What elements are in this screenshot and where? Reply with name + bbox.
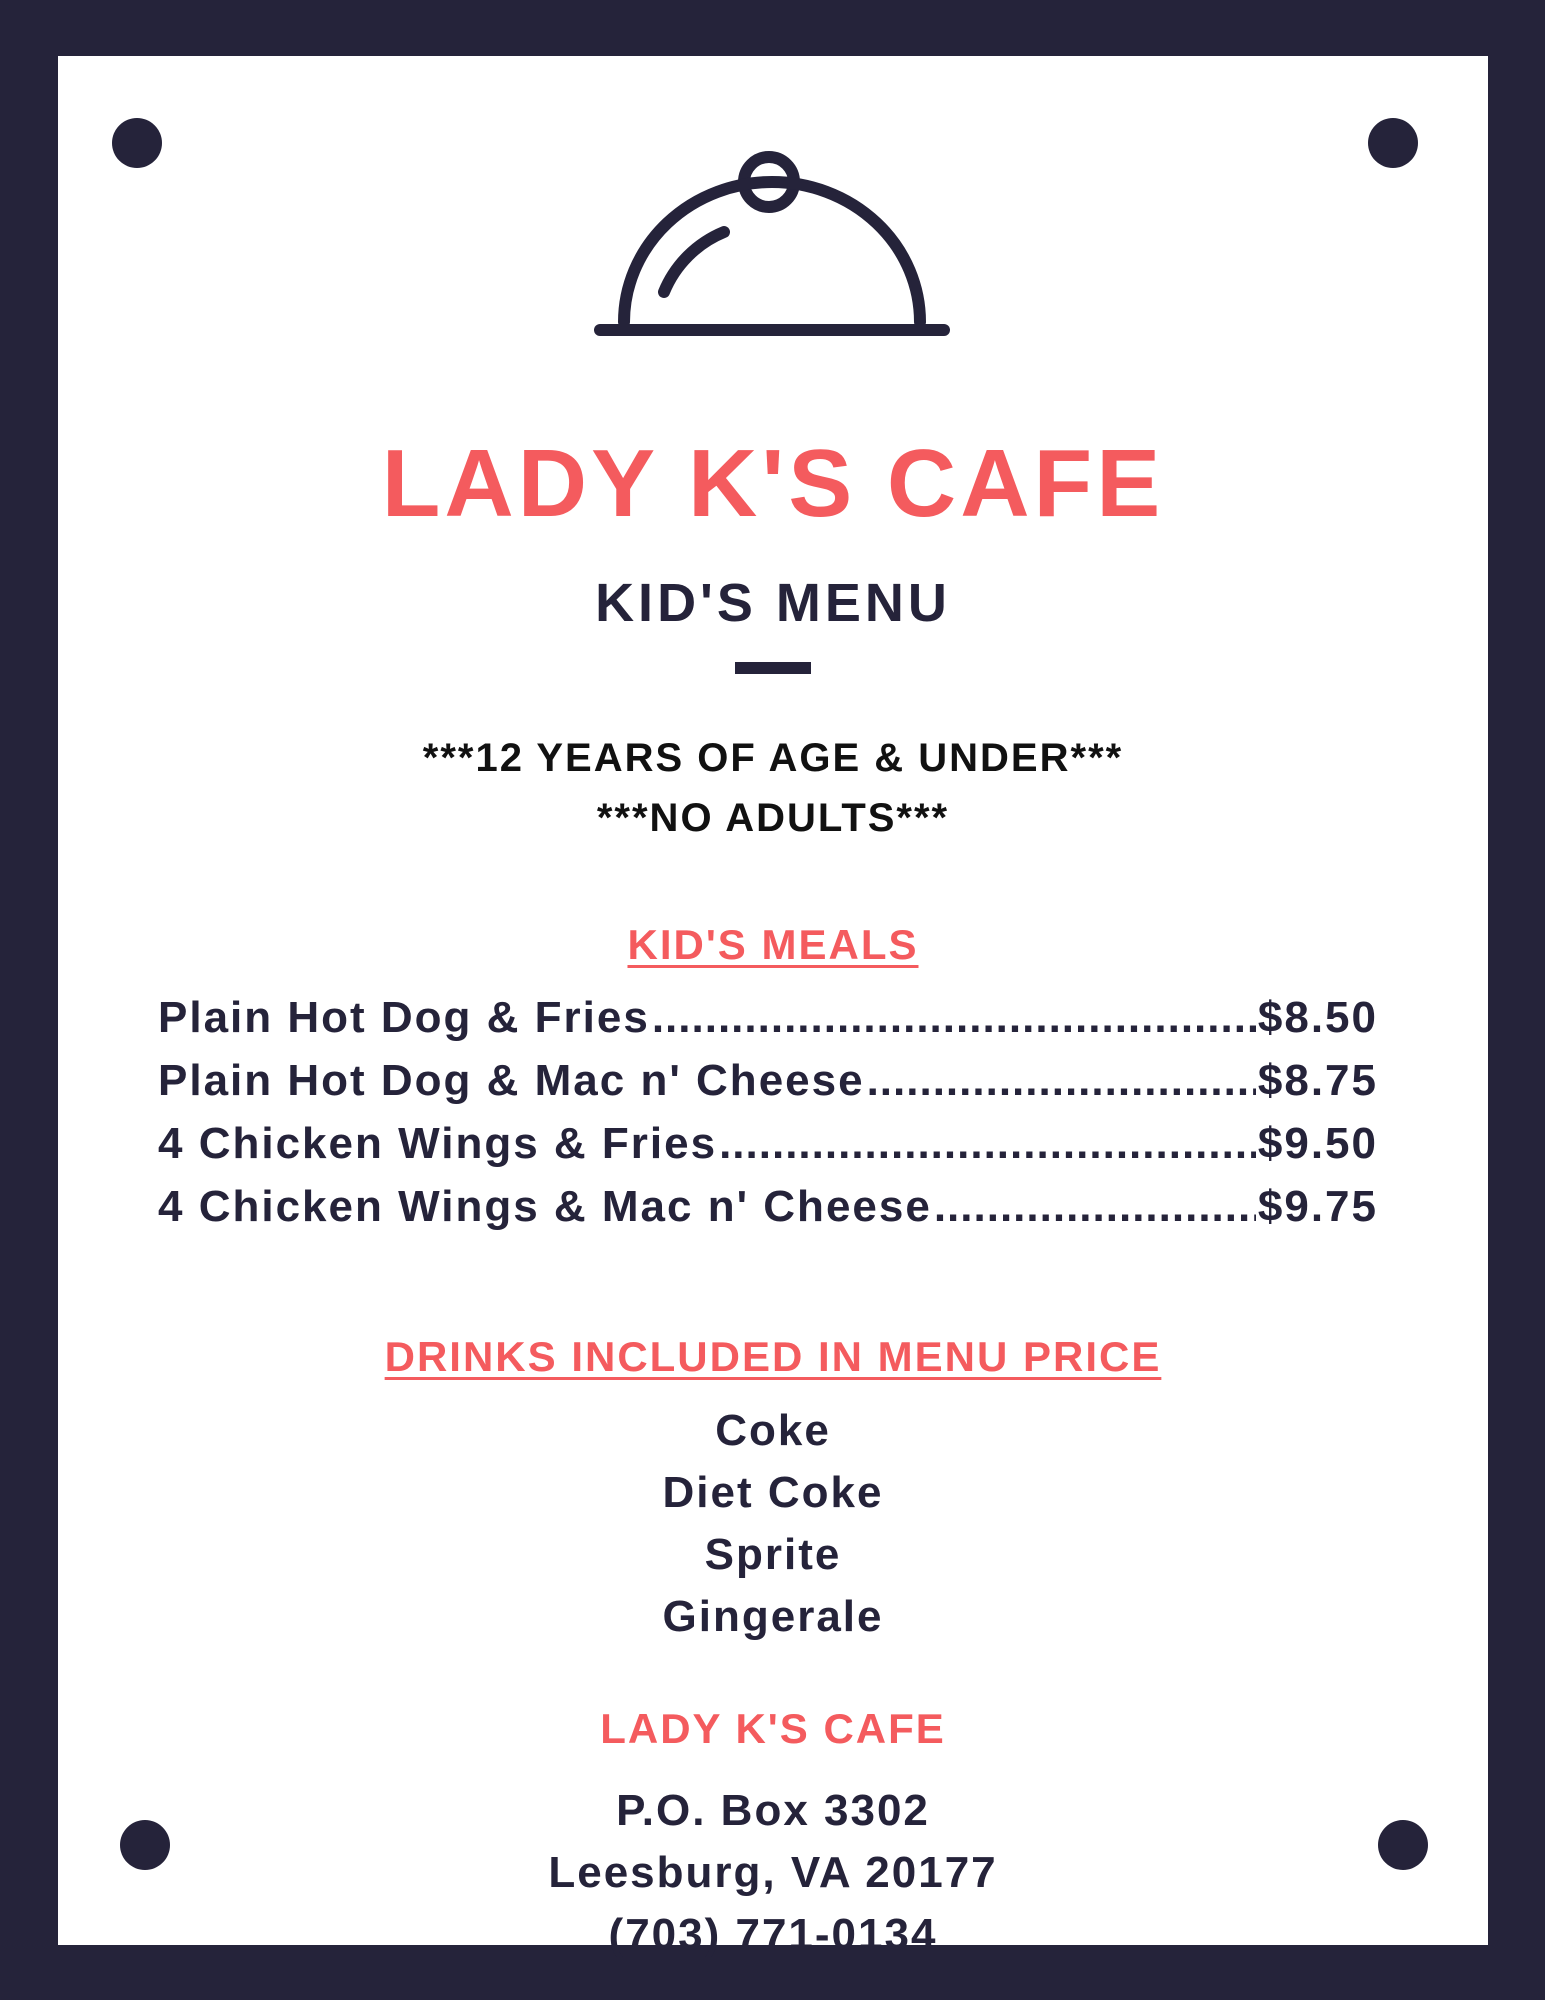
dot-leader: [934, 1182, 1256, 1232]
menu-item: [158, 1182, 1378, 1245]
meals-list: [158, 993, 1378, 1245]
drink-item: Diet Coke: [662, 1468, 884, 1517]
menu-item: [158, 1056, 1378, 1119]
serving-cloche-icon: [594, 142, 954, 342]
menu-item: [158, 1119, 1378, 1182]
drink-item: Coke: [715, 1406, 831, 1455]
meals-heading: [58, 921, 1488, 968]
corner-dot-top-left: [112, 118, 162, 168]
menu-item-name: 4 Chicken Wings & Mac n' Cheese: [158, 1182, 932, 1231]
cafe-title: LADY K'S CAFE: [381, 430, 1165, 537]
menu-item-name: Plain Hot Dog & Mac n' Cheese: [158, 1056, 865, 1105]
title-divider: [735, 662, 811, 674]
drinks-heading: [58, 1333, 1488, 1380]
phone-number: (703) 771-0134: [608, 1910, 938, 1959]
adult-note: ***NO ADULTS***: [596, 796, 950, 840]
dot-leader: [867, 1056, 1256, 1106]
address-block: [58, 1780, 1488, 1966]
menu-item-price: $9.75: [1257, 1182, 1378, 1231]
corner-dot-top-right: [1368, 118, 1418, 168]
menu-item-name: 4 Chicken Wings & Fries: [158, 1119, 718, 1168]
menu-item-price: $9.50: [1257, 1119, 1378, 1168]
dot-leader: [652, 993, 1256, 1043]
dot-leader: [719, 1119, 1256, 1169]
menu-item-price: $8.50: [1257, 993, 1378, 1042]
age-notes: [58, 728, 1488, 848]
menu-subtitle: KID'S MENU: [595, 573, 951, 633]
drink-item: Gingerale: [662, 1592, 884, 1641]
address-line: P.O. Box 3302: [616, 1786, 930, 1835]
menu-item-price: $8.75: [1257, 1056, 1378, 1105]
age-note: ***12 YEARS OF AGE & UNDER***: [422, 736, 1124, 780]
menu-page: [58, 56, 1488, 1959]
footer-cafe-name: LADY K'S CAFE: [600, 1705, 946, 1752]
drinks-heading-text: DRINKS INCLUDED IN MENU PRICE: [384, 1333, 1162, 1380]
address-line: Leesburg, VA 20177: [548, 1848, 998, 1897]
meals-heading-text: KID'S MEALS: [627, 921, 919, 968]
drinks-list: [58, 1400, 1488, 1648]
menu-item: [158, 993, 1378, 1056]
menu-item-name: Plain Hot Dog & Fries: [158, 993, 650, 1042]
drink-item: Sprite: [704, 1530, 842, 1579]
